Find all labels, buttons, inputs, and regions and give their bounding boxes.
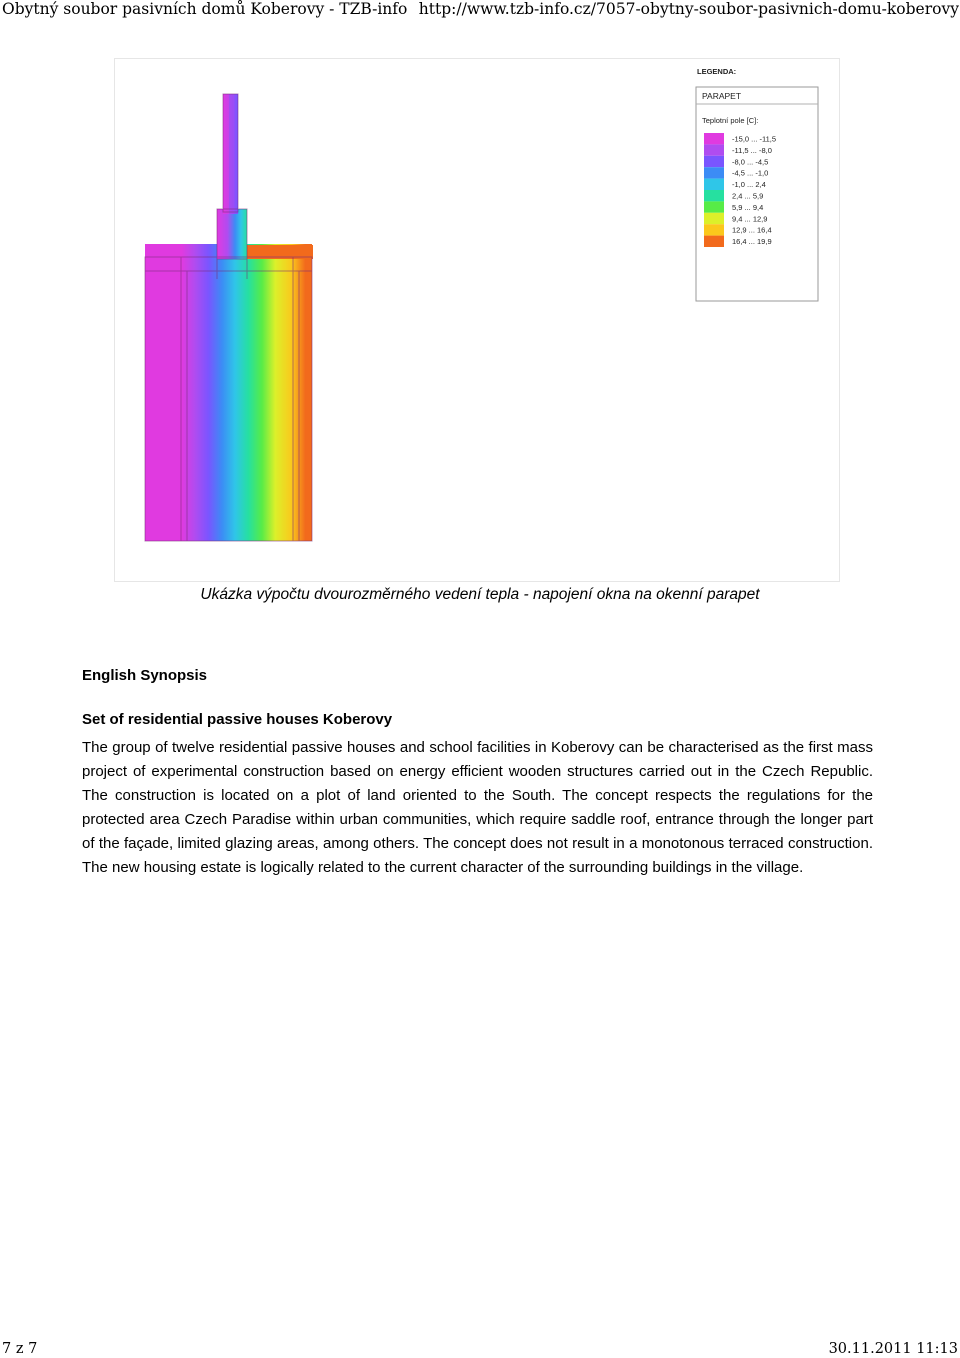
thermal-simulation-figure xyxy=(114,58,840,582)
legend-swatch xyxy=(704,179,724,190)
page-number: 7 z 7 xyxy=(2,1341,38,1357)
legend-range-label: 12,9 ... 16,4 xyxy=(732,225,772,235)
legend-range-label: -4,5 ... -1,0 xyxy=(732,168,769,178)
legend-range-label: -8,0 ... -4,5 xyxy=(732,157,769,167)
legend-swatch xyxy=(704,201,724,212)
legend-swatch xyxy=(704,190,724,201)
legend-heading: LEGENDA: xyxy=(697,67,737,76)
legend-range-label: -11,5 ... -8,0 xyxy=(732,145,772,155)
legend-subtitle: Teplotní pole [C]: xyxy=(702,116,759,125)
legend-range-label: -15,0 ... -11,5 xyxy=(732,134,777,144)
legend-range-label: 16,4 ... 19,9 xyxy=(732,237,772,247)
wall-section xyxy=(145,244,312,541)
legend-range-label: 5,9 ... 9,4 xyxy=(732,202,764,212)
legend-range-label: 2,4 ... 5,9 xyxy=(732,191,764,201)
print-datetime: 30.11.2011 11:13 xyxy=(828,1341,958,1357)
legend-range-label: -1,0 ... 2,4 xyxy=(732,180,766,190)
window-frame-collar xyxy=(217,209,247,259)
figure-caption: Ukázka výpočtu dvourozměrného vedení tepla - napojení okna na okenní parapet xyxy=(200,586,760,603)
legend-swatch xyxy=(704,144,724,155)
legend-box-title: PARAPET xyxy=(702,91,742,101)
synopsis-heading: English Synopsis xyxy=(82,667,208,684)
legend-range-label: 9,4 ... 12,9 xyxy=(732,214,768,224)
legend-swatch xyxy=(704,236,724,247)
print-header-url: http://www.tzb-info.cz/7057-obytny-soubor-pasivnich-domu-koberovy xyxy=(418,0,959,18)
temperature-legend xyxy=(696,67,818,301)
legend-swatch xyxy=(704,167,724,178)
article-title: Set of residential passive houses Koberovy xyxy=(82,711,393,728)
temperature-field-image xyxy=(115,59,841,583)
legend-swatch xyxy=(704,156,724,167)
legend-swatch xyxy=(704,133,724,144)
synopsis-paragraph: The group of twelve residential passive houses and school facilities in Koberovy can be characterised as the first mass project of experimental construction based on energy efficient wooden structures carried out in the Czech Republic. The construction is located on a plot of land oriented to the South. The concept respects the regulations for the protected area Czech Paradise within urban communities, which require saddle roof, entrance through the longer part of the façade, limited glazing areas, among others. The concept does not result in a monotonous terraced construction. The new housing estate is logically related to the current character of the surrounding buildings in the village. xyxy=(82,739,873,877)
legend-swatch xyxy=(704,224,724,235)
print-header-title: Obytný soubor pasivních domů Koberovy - TZB-info xyxy=(2,0,408,18)
legend-swatch xyxy=(704,213,724,224)
